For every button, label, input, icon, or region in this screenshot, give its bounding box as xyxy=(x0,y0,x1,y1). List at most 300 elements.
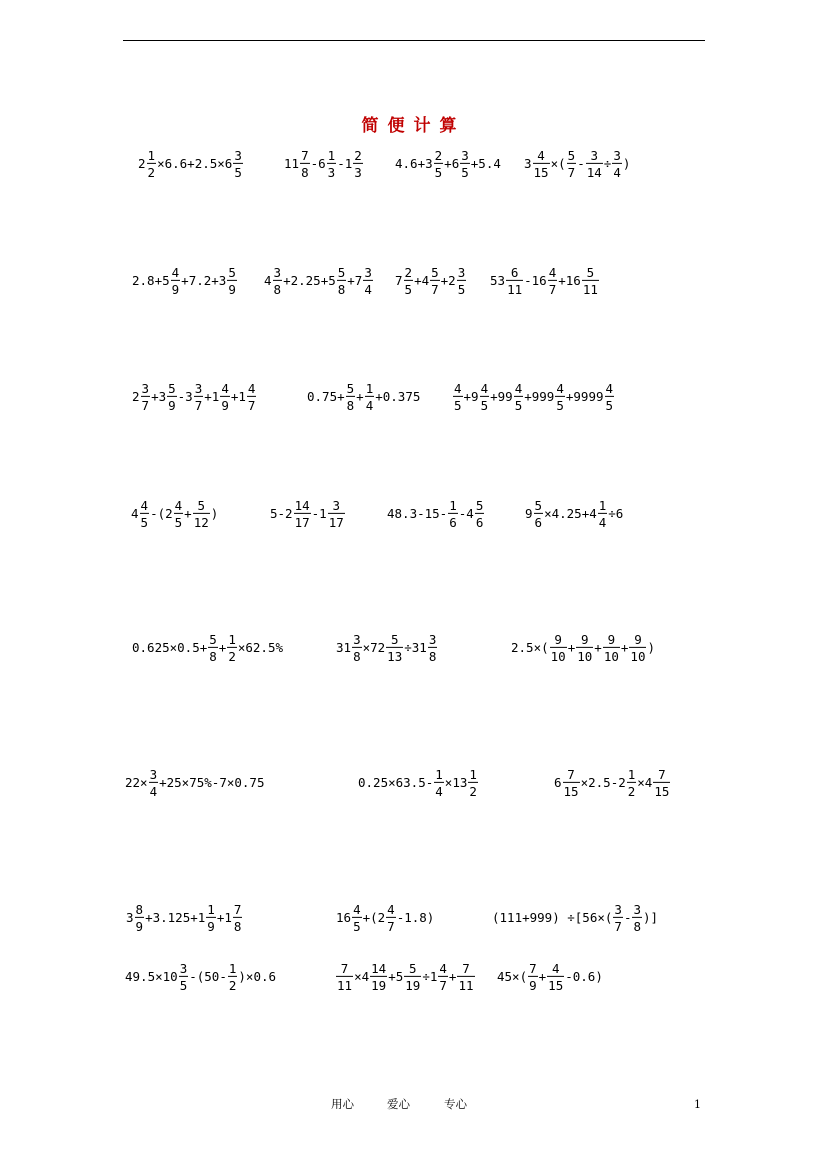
fraction-denominator: 10 xyxy=(603,649,619,664)
problem-3 xyxy=(395,149,501,179)
fraction xyxy=(550,633,567,663)
expression-text: (111+999) ÷[56×( xyxy=(492,909,613,925)
footer-text-2: 爱心 xyxy=(387,1097,410,1111)
fraction-denominator: 6 xyxy=(475,515,484,530)
fraction-numerator: 1 xyxy=(598,497,607,513)
fraction xyxy=(370,962,387,992)
expression-text: -16 xyxy=(524,272,547,288)
problem-11 xyxy=(452,382,615,412)
fraction-numerator: 4 xyxy=(171,264,180,280)
fraction-numerator: 5 xyxy=(337,264,346,280)
fraction xyxy=(352,903,362,933)
fraction-numerator: 7 xyxy=(658,766,666,782)
fraction-numerator: 7 xyxy=(233,901,242,917)
fraction-denominator: 8 xyxy=(633,919,642,934)
expression-text: +7.2+3 xyxy=(181,272,227,288)
fraction-numerator: 9 xyxy=(581,631,589,647)
fraction-numerator: 2 xyxy=(434,147,443,163)
fraction xyxy=(294,499,311,529)
fraction-denominator: 8 xyxy=(209,649,217,664)
fraction-numerator: 3 xyxy=(332,497,340,513)
fraction xyxy=(363,266,373,296)
fraction-numerator: 7 xyxy=(462,960,470,976)
fraction-denominator: 8 xyxy=(428,649,437,664)
expression-text: ÷6 xyxy=(608,505,624,521)
fraction xyxy=(629,633,646,663)
fraction-denominator: 5 xyxy=(514,398,523,413)
expression-text: ) xyxy=(622,155,631,171)
expression-text: -(50- xyxy=(189,968,227,984)
fraction xyxy=(586,149,603,179)
fraction-denominator: 7 xyxy=(439,978,447,993)
fraction-numerator: 14 xyxy=(371,960,387,976)
expression-text: -1.8) xyxy=(396,909,435,925)
problem-1 xyxy=(138,149,244,179)
fraction-numerator: 1 xyxy=(207,901,215,917)
fraction-denominator: 19 xyxy=(371,978,387,993)
expression-text: +999 xyxy=(524,388,555,404)
problem-18 xyxy=(511,633,655,663)
fraction xyxy=(141,382,151,412)
fraction-numerator: 4 xyxy=(537,147,545,163)
fraction xyxy=(428,633,438,663)
fraction-denominator: 14 xyxy=(586,165,602,180)
expression-text: ×2.5-2 xyxy=(580,774,626,790)
fraction-numerator: 3 xyxy=(461,147,469,163)
expression-text: + xyxy=(620,639,629,655)
page-title: 简便计算 xyxy=(361,116,466,136)
fraction-numerator: 1 xyxy=(435,766,443,782)
fraction-numerator: 3 xyxy=(633,901,642,917)
expression-text: +7 xyxy=(347,272,363,288)
fraction-numerator: 4 xyxy=(353,901,361,917)
fraction-denominator: 11 xyxy=(458,978,474,993)
problem-23 xyxy=(336,903,434,933)
fraction-numerator: 4 xyxy=(247,380,256,396)
expression-text: -4 xyxy=(458,505,474,521)
expression-text: +0.375 xyxy=(375,388,421,404)
fraction-denominator: 17 xyxy=(328,515,344,530)
fraction-numerator: 5 xyxy=(409,960,417,976)
expression-text: 53 xyxy=(490,272,506,288)
problem-19 xyxy=(125,768,264,798)
expression-text: 3 xyxy=(524,155,532,171)
expression-text: 22× xyxy=(125,774,148,790)
fraction-denominator: 5 xyxy=(353,919,361,934)
fraction-numerator: 3 xyxy=(364,264,372,280)
problem-7 xyxy=(395,266,467,296)
fraction xyxy=(328,499,345,529)
fraction-denominator: 4 xyxy=(364,282,372,297)
fraction-numerator: 7 xyxy=(340,960,349,976)
fraction-denominator: 2 xyxy=(228,978,237,993)
expression-text: + xyxy=(567,639,576,655)
fraction-denominator: 3 xyxy=(354,165,362,180)
expression-text: 2.5×( xyxy=(511,639,549,655)
fraction xyxy=(247,382,257,412)
fraction-denominator: 9 xyxy=(529,978,537,993)
fraction-denominator: 8 xyxy=(337,282,346,297)
fraction xyxy=(193,499,210,529)
fraction-numerator: 9 xyxy=(554,631,562,647)
fraction xyxy=(453,382,463,412)
expression-text: +4 xyxy=(414,272,430,288)
expression-text: - xyxy=(577,155,585,171)
fraction-numerator: 7 xyxy=(529,960,537,976)
fraction-numerator: 3 xyxy=(194,380,203,396)
fraction-numerator: 5 xyxy=(534,497,543,513)
fraction xyxy=(365,382,375,412)
fraction-numerator: 4 xyxy=(454,380,462,396)
fraction-numerator: 2 xyxy=(404,264,413,280)
fraction-numerator: 4 xyxy=(221,380,229,396)
fraction xyxy=(404,266,414,296)
problem-17 xyxy=(336,633,438,663)
fraction xyxy=(174,499,184,529)
fraction xyxy=(171,266,181,296)
expression-text: ×13 xyxy=(444,774,468,790)
fraction xyxy=(434,768,444,798)
fraction-denominator: 2 xyxy=(627,784,636,799)
fraction xyxy=(506,266,523,296)
fraction-denominator: 5 xyxy=(434,165,443,180)
fraction-numerator: 3 xyxy=(149,766,158,782)
fraction xyxy=(300,149,310,179)
fraction-denominator: 6 xyxy=(534,515,543,530)
expression-text: 11 xyxy=(284,155,300,171)
expression-text: ÷ xyxy=(603,155,612,171)
fraction-denominator: 8 xyxy=(301,165,309,180)
expression-text: +5.4 xyxy=(470,155,501,171)
fraction xyxy=(612,149,622,179)
problem-9 xyxy=(132,382,257,412)
expression-text: 0.25×63.5- xyxy=(358,774,434,790)
problem-12 xyxy=(131,499,218,529)
fraction-numerator: 4 xyxy=(556,380,564,396)
fraction xyxy=(567,149,577,179)
fraction xyxy=(206,903,216,933)
fraction-denominator: 8 xyxy=(273,282,282,297)
fraction-denominator: 15 xyxy=(654,784,670,799)
expression-text: +1 xyxy=(230,388,246,404)
expression-text: -(2 xyxy=(150,505,173,521)
fraction xyxy=(346,382,356,412)
fraction xyxy=(179,962,189,992)
fraction-numerator: 5 xyxy=(228,264,236,280)
fraction-denominator: 4 xyxy=(435,784,443,799)
problem-8 xyxy=(490,266,600,296)
fraction-numerator: 3 xyxy=(590,147,599,163)
fraction xyxy=(430,266,440,296)
expression-text: -3 xyxy=(177,388,193,404)
fraction-numerator: 7 xyxy=(567,766,575,782)
fraction xyxy=(227,633,237,663)
fraction xyxy=(194,382,204,412)
fraction-denominator: 4 xyxy=(149,784,158,799)
fraction-numerator: 5 xyxy=(346,380,355,396)
expression-text: -1 xyxy=(337,155,353,171)
fraction-numerator: 6 xyxy=(510,264,519,280)
fraction-denominator: 10 xyxy=(550,649,566,664)
problem-27 xyxy=(497,962,603,992)
expression-text: +(2 xyxy=(362,909,386,925)
expression-text: )×0.6 xyxy=(238,968,277,984)
fraction xyxy=(528,962,538,992)
expression-text: ×( xyxy=(550,155,566,171)
fraction xyxy=(563,768,580,798)
fraction xyxy=(576,633,593,663)
fraction-numerator: 1 xyxy=(627,766,636,782)
fraction-denominator: 4 xyxy=(365,398,374,413)
fraction xyxy=(273,266,283,296)
expression-text: +5 xyxy=(388,968,404,984)
fraction-denominator: 7 xyxy=(548,282,557,297)
fraction-denominator: 5 xyxy=(234,165,242,180)
fraction-numerator: 5 xyxy=(567,147,576,163)
fraction xyxy=(480,382,490,412)
expression-text: -0.6) xyxy=(565,968,603,984)
fraction-numerator: 1 xyxy=(228,631,236,647)
expression-text: +9999 xyxy=(565,388,604,404)
fraction-denominator: 19 xyxy=(405,978,421,993)
expression-text: 0.625×0.5+ xyxy=(132,639,208,655)
fraction xyxy=(353,149,363,179)
problem-15 xyxy=(525,499,623,529)
fraction-denominator: 8 xyxy=(233,919,242,934)
expression-text: + xyxy=(448,968,457,984)
fraction-denominator: 5 xyxy=(457,282,466,297)
problem-14 xyxy=(387,499,485,529)
fraction-numerator: 4 xyxy=(480,380,489,396)
fraction-numerator: 2 xyxy=(354,147,362,163)
problem-26 xyxy=(335,962,476,992)
problem-22 xyxy=(126,903,243,933)
fraction xyxy=(457,962,474,992)
fraction-denominator: 8 xyxy=(353,649,361,664)
fraction xyxy=(547,962,564,992)
expression-text: 3 xyxy=(126,909,134,925)
expression-text: 7 xyxy=(395,272,403,288)
fraction xyxy=(534,499,544,529)
fraction-denominator: 3 xyxy=(327,165,336,180)
fraction-numerator: 4 xyxy=(140,497,149,513)
fraction xyxy=(653,768,670,798)
expression-text: 4 xyxy=(131,505,139,521)
fraction-denominator: 12 xyxy=(193,515,209,530)
fraction-denominator: 5 xyxy=(461,165,469,180)
problem-6 xyxy=(264,266,374,296)
expression-text: 2 xyxy=(132,388,140,404)
expression-text: 31 xyxy=(336,639,352,655)
fraction-denominator: 11 xyxy=(507,282,523,297)
expression-text: +2 xyxy=(440,272,456,288)
expression-text: ×6.6+2.5×6 xyxy=(157,155,233,171)
expression-text: + xyxy=(184,505,192,521)
fraction-numerator: 3 xyxy=(234,147,242,163)
fraction-numerator: 1 xyxy=(449,497,457,513)
fraction-denominator: 2 xyxy=(147,165,156,180)
expression-text: 45×( xyxy=(497,968,528,984)
fraction xyxy=(404,962,421,992)
fraction-numerator: 5 xyxy=(168,380,176,396)
expression-text: ×4.25+4 xyxy=(544,505,597,521)
fraction-numerator: 7 xyxy=(301,147,309,163)
fraction-numerator: 8 xyxy=(135,901,144,917)
fraction-denominator: 5 xyxy=(605,398,614,413)
expression-text: 2.8+5 xyxy=(132,272,170,288)
fraction-numerator: 5 xyxy=(475,497,484,513)
fraction xyxy=(598,499,608,529)
fraction-denominator: 7 xyxy=(194,398,203,413)
fraction-denominator: 9 xyxy=(228,282,236,297)
fraction-numerator: 4 xyxy=(174,497,183,513)
expression-text: + xyxy=(594,639,602,655)
problem-20 xyxy=(358,768,479,798)
fraction xyxy=(149,768,159,798)
fraction-numerator: 3 xyxy=(141,380,150,396)
page-number: 1 xyxy=(694,1098,701,1111)
problem-24 xyxy=(492,903,658,933)
fraction-numerator: 9 xyxy=(607,631,616,647)
fraction-numerator: 3 xyxy=(428,631,437,647)
fraction-numerator: 1 xyxy=(147,147,156,163)
fraction-denominator: 9 xyxy=(168,398,176,413)
fraction-denominator: 9 xyxy=(207,919,215,934)
fraction xyxy=(228,962,238,992)
fraction-numerator: 5 xyxy=(586,264,595,280)
fraction-denominator: 17 xyxy=(294,515,310,530)
fraction-numerator: 3 xyxy=(457,264,466,280)
footer xyxy=(0,1096,827,1110)
fraction xyxy=(147,149,157,179)
fraction-denominator: 10 xyxy=(577,649,593,664)
expression-text: + xyxy=(538,968,547,984)
fraction xyxy=(227,266,237,296)
fraction xyxy=(514,382,524,412)
fraction-denominator: 11 xyxy=(337,978,353,993)
expression-text: 9 xyxy=(525,505,533,521)
fraction-numerator: 5 xyxy=(197,497,205,513)
expression-text: +1 xyxy=(216,909,232,925)
expression-text: 6 xyxy=(554,774,562,790)
fraction xyxy=(475,499,485,529)
fraction-denominator: 4 xyxy=(598,515,607,530)
expression-text: ×62.5% xyxy=(237,639,284,655)
fraction xyxy=(233,903,243,933)
fraction xyxy=(533,149,550,179)
problem-16 xyxy=(132,633,283,663)
fraction-numerator: 5 xyxy=(209,631,217,647)
fraction xyxy=(448,499,458,529)
expression-text: - xyxy=(623,909,632,925)
expression-text: +25×75%-7×0.75 xyxy=(159,774,265,790)
fraction-denominator: 5 xyxy=(454,398,462,413)
fraction-denominator: 5 xyxy=(179,978,188,993)
expression-text: +16 xyxy=(558,272,581,288)
fraction-denominator: 9 xyxy=(135,919,144,934)
fraction xyxy=(386,903,396,933)
expression-text: 48.3-15- xyxy=(387,505,448,521)
fraction xyxy=(327,149,337,179)
fraction-denominator: 7 xyxy=(387,919,395,934)
fraction-denominator: 15 xyxy=(563,784,579,799)
problem-5 xyxy=(132,266,238,296)
fraction-denominator: 6 xyxy=(449,515,457,530)
expression-text: +99 xyxy=(490,388,513,404)
fraction-denominator: 5 xyxy=(140,515,149,530)
fraction-denominator: 5 xyxy=(480,398,489,413)
fraction xyxy=(208,633,218,663)
fraction xyxy=(603,633,620,663)
fraction-numerator: 3 xyxy=(613,147,621,163)
expression-text: -1 xyxy=(311,505,327,521)
problem-21 xyxy=(554,768,671,798)
fraction xyxy=(460,149,470,179)
expression-text: ×72 xyxy=(362,639,386,655)
fraction-numerator: 4 xyxy=(548,264,557,280)
fraction-numerator: 1 xyxy=(469,766,477,782)
expression-text: 5-2 xyxy=(270,505,293,521)
expression-text: ÷1 xyxy=(422,968,438,984)
fraction-numerator: 1 xyxy=(228,960,237,976)
expression-text: + xyxy=(356,388,364,404)
fraction-denominator: 10 xyxy=(630,649,646,664)
fraction xyxy=(140,499,150,529)
problem-2 xyxy=(284,149,364,179)
fraction xyxy=(135,903,145,933)
fraction-denominator: 8 xyxy=(346,398,355,413)
fraction xyxy=(582,266,599,296)
problem-4 xyxy=(524,149,630,179)
fraction-denominator: 5 xyxy=(556,398,564,413)
fraction-numerator: 3 xyxy=(179,960,188,976)
expression-text: 4 xyxy=(264,272,272,288)
fraction xyxy=(434,149,444,179)
fraction-denominator: 9 xyxy=(171,282,180,297)
header-rule xyxy=(123,40,705,41)
expression-text: +6 xyxy=(444,155,460,171)
fraction xyxy=(555,382,565,412)
fraction xyxy=(167,382,177,412)
fraction xyxy=(627,768,637,798)
footer-text-3: 专心 xyxy=(444,1097,467,1111)
fraction-numerator: 1 xyxy=(365,380,374,396)
fraction xyxy=(336,962,353,992)
fraction-denominator: 5 xyxy=(174,515,183,530)
fraction-denominator: 9 xyxy=(221,398,229,413)
fraction-denominator: 7 xyxy=(567,165,576,180)
fraction-denominator: 2 xyxy=(469,784,477,799)
fraction-numerator: 4 xyxy=(605,380,614,396)
expression-text: +2.25+5 xyxy=(283,272,336,288)
expression-text: 16 xyxy=(336,909,352,925)
fraction xyxy=(337,266,347,296)
expression-text: ) xyxy=(647,639,656,655)
fraction-denominator: 4 xyxy=(613,165,621,180)
fraction xyxy=(352,633,362,663)
fraction-numerator: 3 xyxy=(614,901,622,917)
fraction-denominator: 7 xyxy=(141,398,150,413)
expression-text: )] xyxy=(643,909,659,925)
expression-text: 4.6+3 xyxy=(395,155,433,171)
fraction xyxy=(438,962,448,992)
fraction-numerator: 4 xyxy=(514,380,523,396)
fraction-denominator: 13 xyxy=(387,649,403,664)
fraction-numerator: 14 xyxy=(294,497,310,513)
fraction-numerator: 9 xyxy=(634,631,642,647)
expression-text: 2 xyxy=(138,155,146,171)
fraction-numerator: 4 xyxy=(439,960,447,976)
